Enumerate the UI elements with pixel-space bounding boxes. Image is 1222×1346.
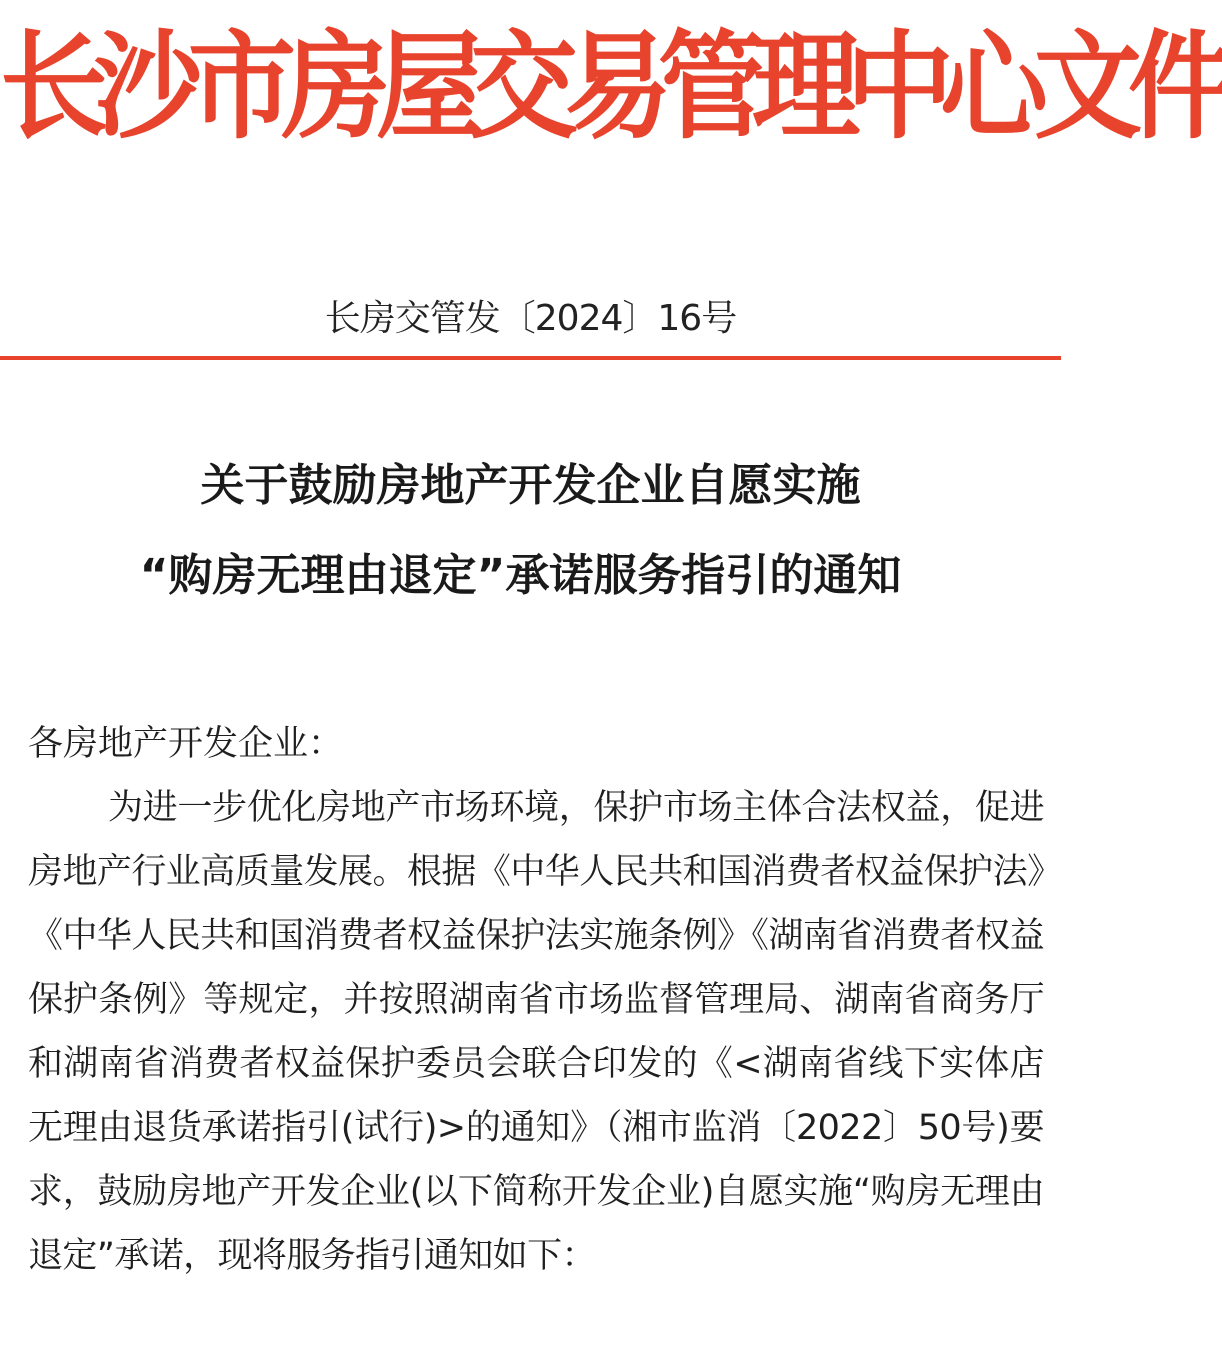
document-number: 长房交管发〔2024〕16号	[324, 298, 737, 339]
salutation: 各房地产开发企业：	[28, 724, 344, 764]
red-divider-line	[0, 356, 1061, 360]
document-title-line-1: 关于鼓励房地产开发企业自愿实施	[200, 460, 861, 511]
document-masthead: 长沙市房屋交易管理中心文件	[0, 20, 1222, 156]
document-title-line-2: “购房无理由退定”承诺服务指引的通知	[139, 550, 902, 601]
body-paragraph: 为进一步优化房地产市场环境，保护市场主体合法权益，促进房地产行业高质量发展。根据《中华人民共和国消费者权益保护法》《中华人民共和国消费者权益保护法实施条例》《湖南省消费者权益保护条例》等规定，并按照湖南省市场监督管理局、湖南省商务厅和湖南省消费者权益保护委员会联合印发的《<湖南省线下实体店无理由退货承诺指引(试行)>的通知》（湘市监消〔2022〕50号)要求，鼓励房地产开发企业(以下简称开发企业)自愿实施“购房无理由退定”承诺，现将服务指引通知如下：	[28, 788, 1044, 1276]
document-body	[28, 712, 1044, 1288]
